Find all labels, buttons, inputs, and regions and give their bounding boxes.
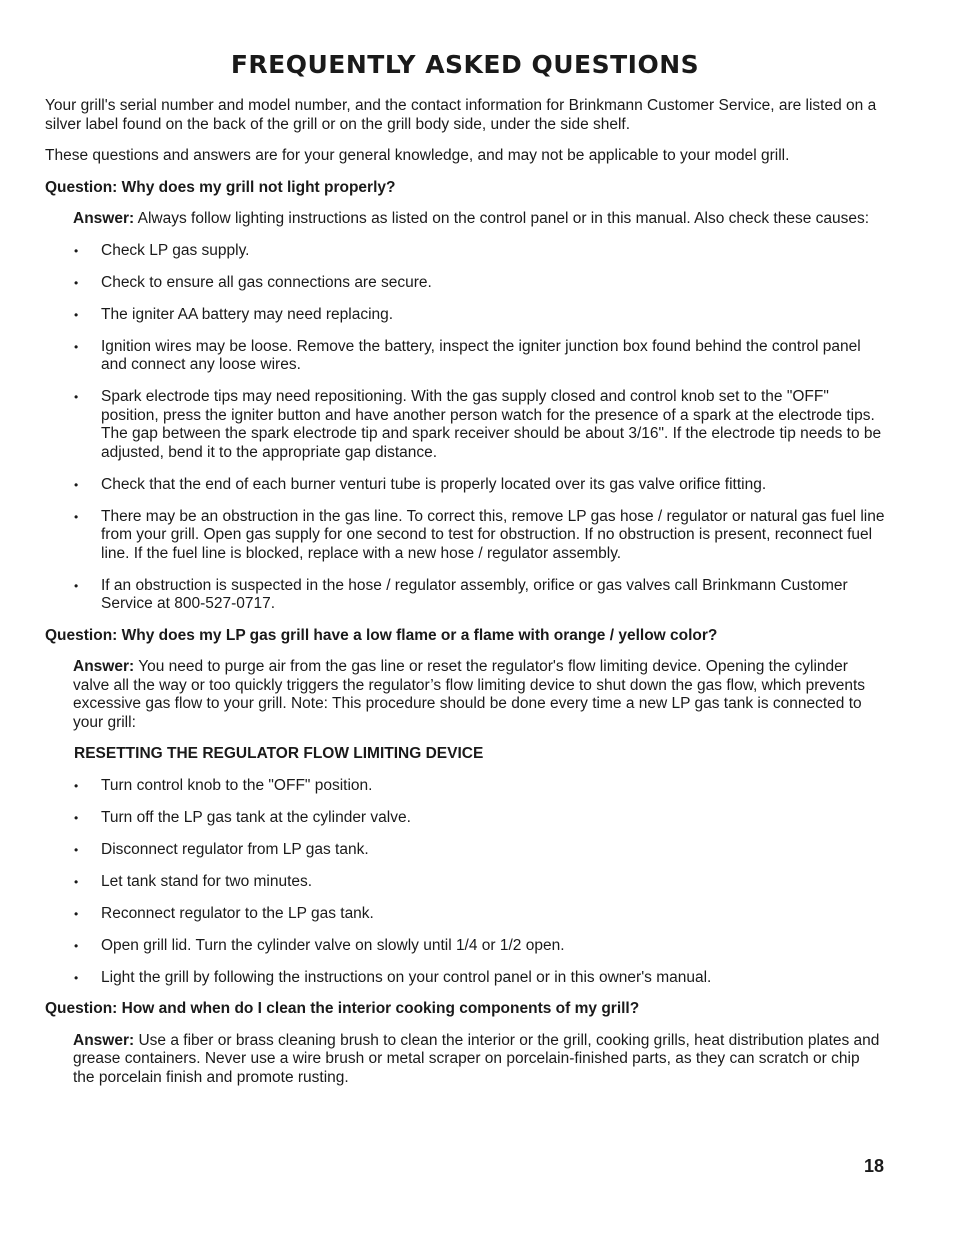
page-number: 18 (863, 1156, 884, 1176)
bullet-icon: • (74, 938, 79, 953)
list-item: • Check to ensure all gas connections are secure. (74, 273, 432, 291)
intro-paragraph-serial: Your grill's serial number and model number, and the contact information for Brinkmann Customer Service, are listed on a silver label found on the back of the grill or on the grill body side, under the side shelf. (45, 97, 877, 133)
list-item: • There may be an obstruction in the gas line. To correct this, remove LP gas hose / regulator or natural gas fuel line from your grill. Open gas supply for one second to test for obstruction. If no obstruction is present, reconnect fuel line. If the fuel line is blocked, replace with a new hose / regulator assembly. (74, 507, 885, 562)
answer-label: Answer: (73, 1031, 135, 1049)
list-item: • The igniter AA battery may need replacing. (74, 305, 394, 323)
answer-2-text: You need to purge air from the gas line or reset the regulator's flow limiting device. Opening the cylinder valve all the way or too quickly triggers the regulator’s flow limiting device to shut down the gas flow, which prevents excessive gas flow to your grill. Note: This procedure should be done every time a new LP gas tank is connected to your grill: (73, 658, 866, 731)
bullet-icon: • (74, 243, 79, 258)
question-1: Question: Why does my grill not light properly? (45, 178, 396, 196)
bullet-icon: • (74, 477, 79, 492)
list-item: • Ignition wires may be loose. Remove the battery, inspect the igniter junction box found behind the control panel and connect any loose wires. (74, 337, 861, 373)
page-title: FREQUENTLY ASKED QUESTIONS (230, 50, 700, 79)
bullet-icon: • (74, 810, 79, 825)
bullet-icon: • (74, 390, 79, 404)
section-subheading: RESETTING THE REGULATOR FLOW LIMITING DEVICE (74, 745, 484, 762)
list-item: • If an obstruction is suspected in the hose / regulator assembly, orifice or gas valves call Brinkmann Customer Service at 800-527-0717. (74, 576, 848, 612)
list-item: • Turn off the LP gas tank at the cylinder valve. (74, 808, 411, 826)
intro-paragraph-general: These questions and answers are for your general knowledge, and may not be applicable to your model grill. (45, 147, 790, 164)
list-item: • Open grill lid. Turn the cylinder valve on slowly until 1/4 or 1/2 open. (74, 936, 565, 954)
bullet-icon: • (74, 778, 79, 793)
bullet-icon: • (74, 906, 79, 921)
question-3: Question: How and when do I clean the interior cooking components of my grill? (45, 1000, 640, 1017)
bullet-icon: • (74, 339, 79, 354)
answer-3-text: Use a fiber or brass cleaning brush to clean the interior or the grill, cooking grills, heat distribution plates and grease containers. Never use a wire brush or metal scraper on porcelain-finished parts, as they can scratch or chip the porcelain finish and promote rusting. (73, 1031, 880, 1086)
q1-cause-list (45, 242, 885, 614)
list-item: • Let tank stand for two minutes. (74, 872, 313, 890)
bullet-icon: • (74, 970, 79, 985)
bullet-icon: • (74, 275, 79, 290)
list-item: • Turn control knob to the "OFF" position. (74, 776, 373, 794)
bullet-icon: • (74, 842, 79, 857)
document-page (45, 48, 885, 1100)
answer-1-text: Always follow lighting instructions as listed on the control panel or in this manual. Also check these causes: (137, 210, 870, 227)
answer-3 (45, 1032, 885, 1088)
q2-steps-list (45, 777, 885, 988)
bullet-icon: • (74, 307, 79, 322)
bullet-icon: • (74, 874, 79, 889)
list-item: • Spark electrode tips may need repositioning. With the gas supply closed and control knob set to the "OFF" position, press the igniter button and have another person watch for the presence of a spark at the electrode tips. The gap between the spark electrode tip and spark receiver should be about 3/16". If the electrode tip needs to be adjusted, bend it to the appropriate gap distance. (74, 388, 882, 461)
list-item: • Disconnect regulator from LP gas tank. (74, 840, 369, 858)
answer-label: Answer: (73, 210, 135, 227)
list-item: • Check LP gas supply. (74, 241, 250, 259)
answer-label: Answer: (73, 658, 135, 675)
answer-2 (45, 658, 885, 732)
list-item: • Check that the end of each burner venturi tube is properly located over its gas valve orifice fitting. (74, 475, 767, 493)
question-2: Question: Why does my LP gas grill have a low flame or a flame with orange / yellow color? (45, 626, 718, 644)
list-item: • Reconnect regulator to the LP gas tank. (74, 904, 374, 922)
bullet-icon: • (74, 509, 79, 524)
list-item: • Light the grill by following the instructions on your control panel or in this owner's manual. (74, 968, 712, 986)
answer-1 (45, 210, 885, 229)
bullet-icon: • (74, 578, 79, 593)
